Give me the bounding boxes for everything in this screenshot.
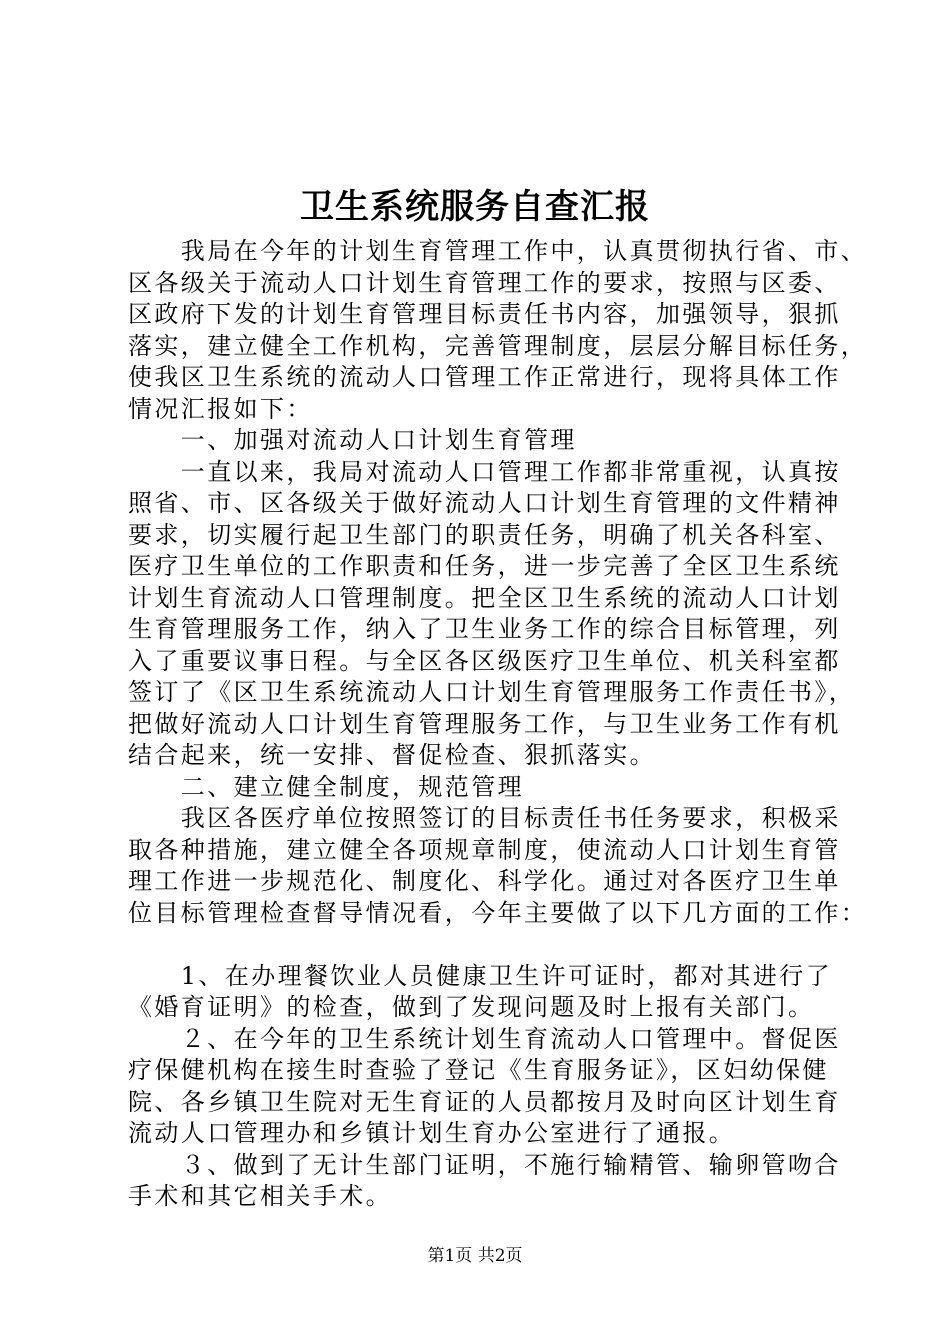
text-line: 结合起来，统一安排、督促检查、狠抓落实。 <box>128 741 656 769</box>
text-line: 把做好流动人口计划生育管理服务工作，与卫生业务工作有机 <box>128 709 841 738</box>
text-line: 区各级关于流动人口计划生育管理工作的要求，按照与区委、 <box>128 268 841 297</box>
text-line: 照省、市、区各级关于做好流动人口计划生育管理的文件精神 <box>128 489 841 517</box>
text-line: 情况汇报如下： <box>128 394 313 423</box>
text-line: 我局在今年的计划生育管理工作中，认真贯彻执行省、市、 <box>128 237 868 265</box>
text-line: 疗保健机构在接生时查验了登记《生育服务证》，区妇幼保健 <box>128 1056 829 1084</box>
text-line: 手术和其它相关手术。 <box>128 1182 392 1210</box>
text-line: 签订了《区卫生系统流动人口计划生育管理服务工作责任书》， <box>128 678 856 706</box>
blank-line <box>128 929 848 961</box>
text-line: 医疗卫生单位的工作职责和任务，进一步完善了全区卫生系统 <box>128 552 841 580</box>
text-line: 取各种措施，建立健全各项规章制度，使流动人口计划生育管 <box>128 835 841 864</box>
text-line: 落实，建立健全工作机构，完善管理制度，层层分解目标任务， <box>128 331 868 360</box>
text-line: 位目标管理检查督导情况看，今年主要做了以下几方面的工作： <box>128 898 868 927</box>
text-line: 使我区卫生系统的流动人口管理工作正常进行，现将具体工作 <box>128 363 841 391</box>
text-line: 《婚育证明》的检查，做到了发现问题及时上报有关部门。 <box>128 993 815 1021</box>
text-line: 生育管理服务工作，纳入了卫生业务工作的综合目标管理，列 <box>128 615 841 643</box>
text-line: 我区各医疗单位按照签订的目标责任书任务要求，积极采 <box>128 804 841 832</box>
text-line: 1、在办理餐饮业人员健康卫生许可证时，都对其进行了 <box>128 961 833 990</box>
text-line: 流动人口管理办和乡镇计划生育办公室进行了通报。 <box>128 1119 736 1147</box>
text-line: 二、建立健全制度，规范管理 <box>128 772 524 801</box>
text-line: 一直以来，我局对流动人口管理工作都非常重视，认真按 <box>128 457 841 486</box>
text-line: 区政府下发的计划生育管理目标责任书内容，加强领导，狠抓 <box>128 300 841 328</box>
text-line: 要求，切实履行起卫生部门的职责任务，明确了机关各科室、 <box>128 520 841 549</box>
text-line: 计划生育流动人口管理制度。把全区卫生系统的流动人口计划 <box>128 583 841 612</box>
text-line: 一、加强对流动人口计划生育管理 <box>128 426 577 454</box>
text-line: ３、做到了无计生部门证明，不施行输精管、输卵管吻合 <box>128 1150 841 1179</box>
text-line: 院、各乡镇卫生院对无生育证的人员都按月及时向区计划生育 <box>128 1087 841 1116</box>
text-line: 理工作进一步规范化、制度化、科学化。通过对各医疗卫生单 <box>128 867 841 895</box>
text-line: 入了重要议事日程。与全区各区级医疗卫生单位、机关科室都 <box>128 646 841 675</box>
text-line: ２、在今年的卫生系统计划生育流动人口管理中。督促医 <box>128 1024 841 1053</box>
document-title: 卫生系统服务自查汇报 <box>300 187 650 227</box>
document-body <box>128 236 868 1213</box>
page-indicator: 第1页 共2页 <box>427 1246 523 1266</box>
